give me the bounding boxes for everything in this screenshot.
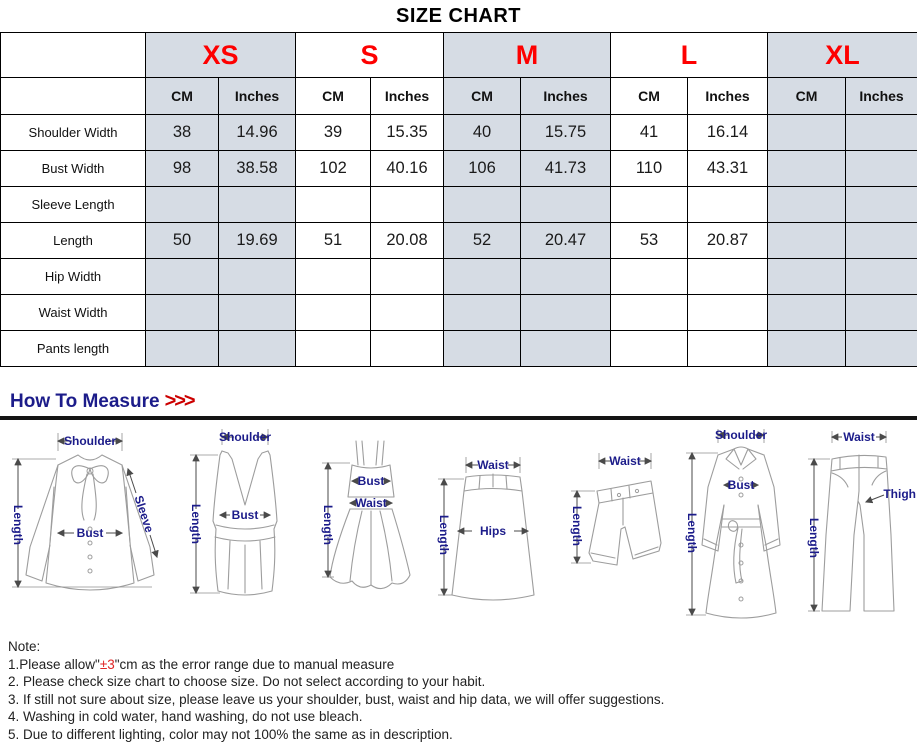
figure-pants (800, 425, 917, 630)
coat-shoulder-label: Shoulder (714, 428, 768, 442)
table-row (1, 115, 917, 151)
tank-bust-label: Bust (231, 508, 259, 522)
corner-cell (1, 33, 146, 78)
cell (768, 151, 846, 187)
cell (219, 259, 296, 295)
cell (296, 295, 371, 331)
skirt-hips-label: Hips (479, 524, 507, 538)
cell (146, 187, 219, 223)
cell (768, 223, 846, 259)
notes-section (0, 632, 917, 744)
note-item-3: 3. If still not sure about size, please leave us your shoulder, bust, waist and hip data, we will offer suggestions. (8, 691, 665, 707)
figure-blouse (0, 425, 180, 630)
cell (444, 187, 521, 223)
cell (688, 331, 768, 367)
cell (768, 295, 846, 331)
cell: 98 (146, 151, 219, 187)
blouse-sleeve-label: Sleeve (131, 493, 157, 535)
tank-length-label: Length (189, 504, 203, 544)
cell: 102 (296, 151, 371, 187)
cell: 15.75 (521, 115, 611, 151)
skirt-waist-label: Waist (477, 458, 509, 472)
cell (219, 331, 296, 367)
cell: 110 (611, 151, 688, 187)
cell (846, 115, 917, 151)
row-label: Hip Width (1, 259, 146, 295)
cell: 50 (146, 223, 219, 259)
cell: 15.35 (371, 115, 444, 151)
pants-waist-label: Waist (843, 430, 875, 444)
notes-heading: Note: (8, 639, 41, 654)
cell (688, 187, 768, 223)
figure-tank-top (180, 425, 310, 630)
note-1-prefix: 1.Please allow" (8, 656, 100, 672)
cell: 19.69 (219, 223, 296, 259)
cell (688, 259, 768, 295)
unit-header: Inches (371, 78, 444, 115)
row-label: Length (1, 223, 146, 259)
cell: 41 (611, 115, 688, 151)
size-header-xs: XS (146, 33, 296, 78)
cell (521, 331, 611, 367)
cell (768, 331, 846, 367)
cell (371, 295, 444, 331)
cell: 39 (296, 115, 371, 151)
blouse-shoulder-label: Shoulder (63, 434, 117, 448)
table-row (1, 151, 917, 187)
row-label: Waist Width (1, 295, 146, 331)
unit-header: Inches (846, 78, 917, 115)
cell: 53 (611, 223, 688, 259)
size-header-s: S (296, 33, 444, 78)
size-table (0, 32, 917, 367)
cell (296, 187, 371, 223)
shorts-waist-label: Waist (609, 454, 641, 468)
section-divider (0, 416, 917, 420)
size-header-xl: XL (768, 33, 917, 78)
corner-cell (1, 78, 146, 115)
cell (371, 259, 444, 295)
how-to-measure-label: How To Measure (10, 391, 160, 412)
pants-thigh-label: Thigh (883, 487, 916, 501)
cell (688, 295, 768, 331)
cell (768, 187, 846, 223)
cell: 20.87 (688, 223, 768, 259)
cell (521, 259, 611, 295)
figure-shorts (555, 425, 680, 630)
cell (296, 259, 371, 295)
how-to-measure-heading (0, 389, 917, 413)
size-header-l: L (611, 33, 768, 78)
cell (444, 331, 521, 367)
unit-header: Inches (688, 78, 768, 115)
cell (846, 151, 917, 187)
size-header-row (1, 33, 917, 78)
dress-length-label: Length (321, 505, 335, 545)
unit-header-row (1, 78, 917, 115)
note-item-5: 5. Due to different lighting, color may not 100% the same as in description. (8, 726, 453, 742)
cell: 16.14 (688, 115, 768, 151)
cell (846, 223, 917, 259)
unit-header: CM (296, 78, 371, 115)
table-row (1, 259, 917, 295)
dress-waist-label: Waist (355, 496, 387, 510)
cell (846, 331, 917, 367)
cell (296, 331, 371, 367)
figure-skirt (430, 425, 555, 630)
note-1-suffix: "cm as the error range due to manual measure (114, 656, 395, 672)
shorts-length-label: Length (570, 506, 584, 546)
note-item-2: 2. Please check size chart to choose size. Do not select according to your habit. (8, 674, 486, 690)
tank-shoulder-label: Shoulder (218, 430, 272, 444)
row-label: Pants length (1, 331, 146, 367)
dress-bust-label: Bust (357, 474, 385, 488)
unit-header: CM (146, 78, 219, 115)
cell: 51 (296, 223, 371, 259)
cell: 20.08 (371, 223, 444, 259)
row-label: Sleeve Length (1, 187, 146, 223)
cell: 40 (444, 115, 521, 151)
blouse-length-label: Length (11, 505, 25, 545)
cell: 38.58 (219, 151, 296, 187)
cell (611, 187, 688, 223)
row-label: Shoulder Width (1, 115, 146, 151)
cell (521, 187, 611, 223)
table-row (1, 295, 917, 331)
cell: 38 (146, 115, 219, 151)
table-row (1, 223, 917, 259)
cell (371, 331, 444, 367)
cell: 41.73 (521, 151, 611, 187)
cell (846, 295, 917, 331)
page-title: SIZE CHART (396, 5, 521, 27)
unit-header: Inches (521, 78, 611, 115)
cell (611, 259, 688, 295)
skirt-length-label: Length (437, 515, 451, 555)
size-header-m: M (444, 33, 611, 78)
note-item-1 (8, 656, 917, 674)
unit-header: CM (768, 78, 846, 115)
figure-coat (680, 425, 800, 630)
coat-length-label: Length (685, 513, 699, 553)
cell (146, 259, 219, 295)
measure-figures (0, 425, 917, 632)
cell: 106 (444, 151, 521, 187)
cell (611, 295, 688, 331)
cell (444, 295, 521, 331)
unit-header: Inches (219, 78, 296, 115)
unit-header: CM (444, 78, 521, 115)
unit-header: CM (611, 78, 688, 115)
cell: 14.96 (219, 115, 296, 151)
cell: 20.47 (521, 223, 611, 259)
cell (146, 331, 219, 367)
table-row (1, 187, 917, 223)
blouse-bust-label: Bust (76, 526, 104, 540)
cell (768, 115, 846, 151)
cell (146, 295, 219, 331)
cell (371, 187, 444, 223)
cell (846, 259, 917, 295)
table-row (1, 331, 917, 367)
cell: 40.16 (371, 151, 444, 187)
cell (521, 295, 611, 331)
cell (846, 187, 917, 223)
triple-chevron-icon: >>> (164, 390, 194, 412)
note-item-4: 4. Washing in cold water, hand washing, do not use bleach. (8, 709, 363, 725)
cell (219, 295, 296, 331)
row-label: Bust Width (1, 151, 146, 187)
pants-length-label: Length (807, 518, 821, 558)
cell: 43.31 (688, 151, 768, 187)
coat-bust-label: Bust (727, 478, 755, 492)
cell (219, 187, 296, 223)
note-1-tolerance: ±3 (99, 656, 115, 672)
cell (444, 259, 521, 295)
cell (611, 331, 688, 367)
figure-slip-dress (310, 425, 430, 630)
cell: 52 (444, 223, 521, 259)
cell (768, 259, 846, 295)
